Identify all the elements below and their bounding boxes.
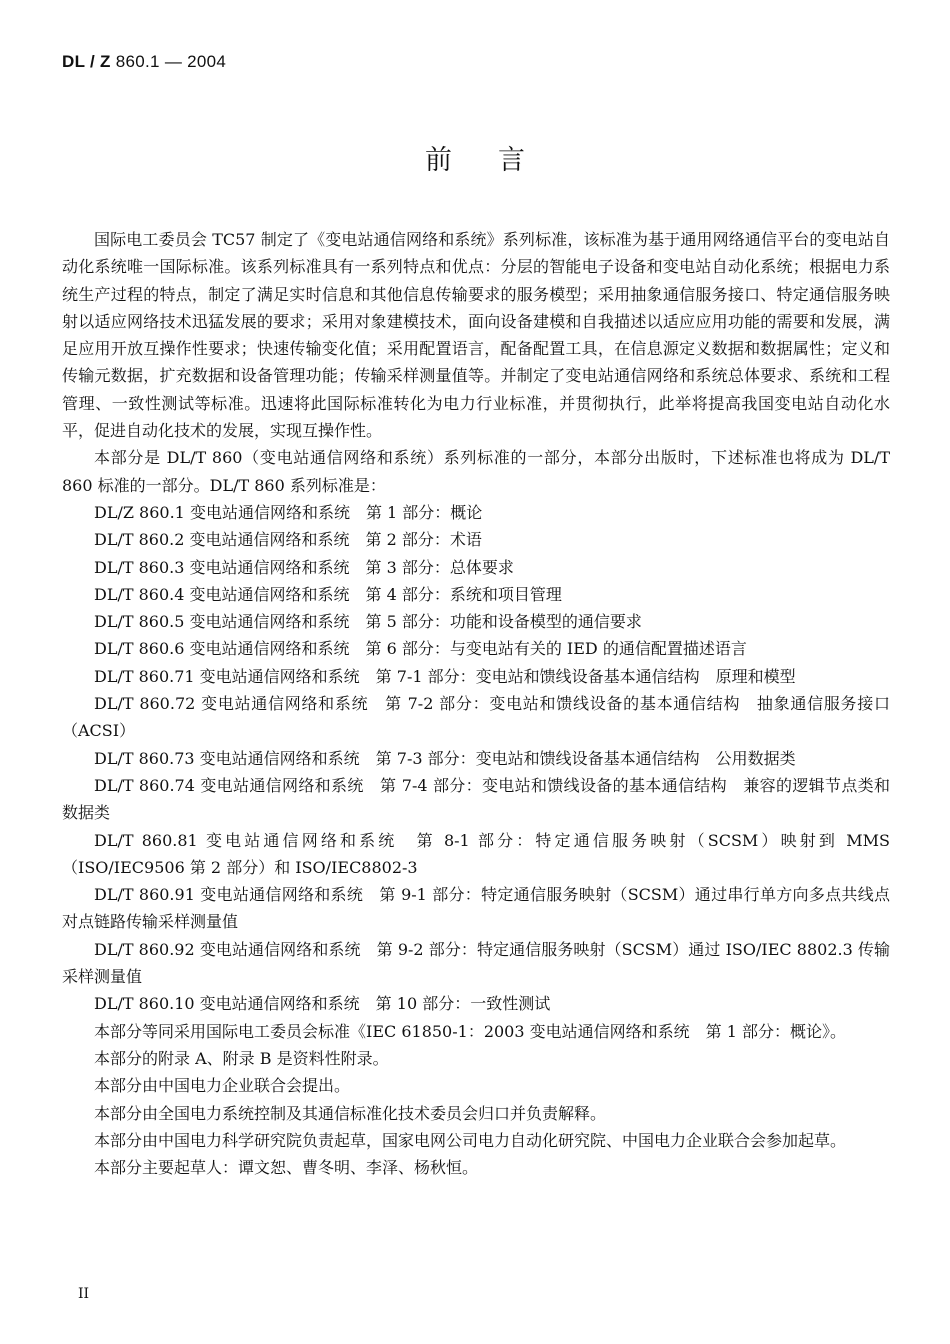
- foreword-body: [62, 226, 890, 1181]
- standard-list-item: DL/Z 860.1 变电站通信网络和系统 第 1 部分：概论: [94, 502, 483, 522]
- page-title: 前言: [425, 145, 571, 176]
- standard-list-item: DL/T 860.4 变电站通信网络和系统 第 4 部分：系统和项目管理: [94, 584, 562, 604]
- paragraph: 本部分的附录 A、附录 B 是资料性附录。: [94, 1048, 389, 1068]
- standard-list-item: DL/T 860.2 变电站通信网络和系统 第 2 部分：术语: [94, 530, 482, 550]
- standard-identifier: [62, 52, 226, 72]
- standard-list-item: DL/T 860.10 变电站通信网络和系统 第 10 部分：一致性测试: [94, 994, 551, 1014]
- standard-list-item: DL/T 860.91 变电站通信网络和系统 第 9-1 部分：特定通信服务映射（SCSM）通过串行单方向多点共线点对点链路传输采样测量值: [62, 885, 890, 932]
- standard-code: DL / Z: [62, 52, 111, 71]
- paragraph: 本部分主要起草人：谭文恕、曹冬明、李泽、杨秋恒。: [94, 1158, 479, 1178]
- standard-list-item: DL/T 860.74 变电站通信网络和系统 第 7-4 部分：变电站和馈线设备的基本通信结构 兼容的逻辑节点类和数据类: [62, 775, 890, 823]
- standard-list-item: DL/T 860.92 变电站通信网络和系统 第 9-2 部分：特定通信服务映射（SCSM）通过 ISO/IEC 8802.3 传输采样测量值: [62, 939, 890, 987]
- paragraph: 本部分由全国电力系统控制及其通信标准化技术委员会归口并负责解释。: [94, 1103, 607, 1123]
- standard-list-item: DL/T 860.6 变电站通信网络和系统 第 6 部分：与变电站有关的 IED 的通信配置描述语言: [94, 639, 747, 659]
- paragraph: 本部分等同采用国际电工委员会标准《IEC 61850-1：2003 变电站通信网络和系统 第 1 部分：概论》。: [94, 1021, 846, 1041]
- standard-number: 860.1 — 2004: [115, 52, 227, 71]
- paragraph: 国际电工委员会 TC57 制定了《变电站通信网络和系统》系列标准，该标准为基于通用网络通信平台的变电站自动化系统唯一国际标准。该系列标准具有一系列特点和优点：分层的智能电子设备和变电站自动化系统；根据电力系统生产过程的特点，制定了满足实时信息和其他信息传输要求的服务模型；采用抽象通信服务接口、特定通信服务映射以适应网络技术迅猛发展的要求；采用对象建模技术，面向设备建模和自我描述以适应应用功能的需要和发展，满足应用开放互操作性要求；快速传输变化值；采用配置语言，配备配置工具，在信息源定义数据和数据属性；定义和传输元数据，扩充数据和设备管理功能；传输采样测量值等。并制定了变电站通信网络和系统总体要求、系统和工程管理、一致性测试等标准。迅速将此国际标准转化为电力行业标准，并贯彻执行，此举将提高我国变电站自动化水平，促进自动化技术的发展，实现互操作性。: [62, 230, 890, 441]
- paragraph: 本部分由中国电力企业联合会提出。: [94, 1076, 351, 1096]
- paragraph: 本部分是 DL/T 860（变电站通信网络和系统）系列标准的一部分，本部分出版时，下述标准也将成为 DL/T 860 标准的一部分。DL/T 860 系列标准是：: [62, 448, 890, 495]
- standard-list-item: DL/T 860.3 变电站通信网络和系统 第 3 部分：总体要求: [94, 557, 514, 577]
- standard-list-item: DL/T 860.81 变电站通信网络和系统 第 8-1 部分：特定通信服务映射（SCSM）映射到 MMS（ISO/IEC9506 第 2 部分）和 ISO/IEC8802-3: [62, 830, 890, 877]
- standard-list-item: DL/T 860.5 变电站通信网络和系统 第 5 部分：功能和设备模型的通信要求: [94, 612, 642, 632]
- standard-list-item: DL/T 860.73 变电站通信网络和系统 第 7-3 部分：变电站和馈线设备基本通信结构 公用数据类: [94, 748, 796, 768]
- page-number: II: [78, 1286, 90, 1302]
- standard-list-item: DL/T 860.72 变电站通信网络和系统 第 7-2 部分：变电站和馈线设备的基本通信结构 抽象通信服务接口（ACSI）: [62, 694, 890, 741]
- standard-list-item: DL/T 860.71 变电站通信网络和系统 第 7-1 部分：变电站和馈线设备基本通信结构 原理和模型: [94, 666, 796, 686]
- paragraph: 本部分由中国电力科学研究院负责起草，国家电网公司电力自动化研究院、中国电力企业联合会参加起草。: [94, 1130, 847, 1150]
